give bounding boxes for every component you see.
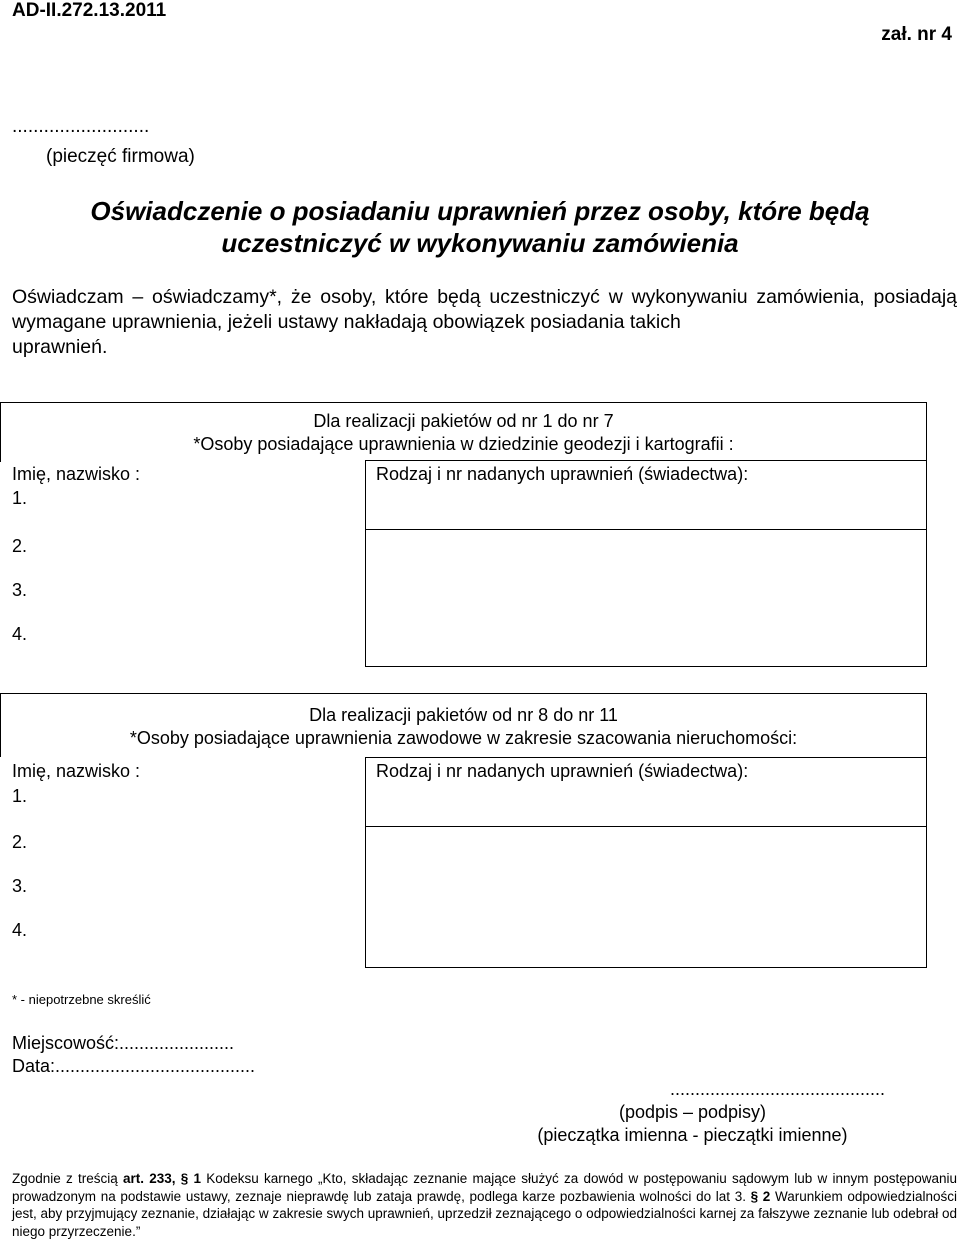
section-1-row-4: 4. <box>12 624 28 644</box>
legal-notice-body: Kodeksu karnego „Kto, składając zeznanie mające służyć za dowód w postępowaniu sądowym lub w innym postępowaniu prowadzonym na podstawie ustawy, zeznaje nieprawdę lub zataja prawdę, podlega karze pozbawienia wolności do lat 3. <box>12 1171 957 1204</box>
section-1 <box>0 402 928 667</box>
attachment-number: zał. nr 4 <box>881 24 952 45</box>
legal-notice-article-number: 233, § 1 <box>149 1171 201 1186</box>
section-2-rights-label: Rodzaj i nr nadanych uprawnień (świadectwa): <box>376 761 749 781</box>
section-2-heading <box>0 693 927 757</box>
section-2-row-1: 1. <box>12 786 28 806</box>
section-1-rights-label: Rodzaj i nr nadanych uprawnień (świadectwa): <box>376 464 749 484</box>
place-date-block <box>12 1032 255 1078</box>
section-2-row-2: 2. <box>12 832 28 852</box>
legal-notice-paragraph-2: § 2 <box>750 1188 771 1204</box>
section-2-name-label: Imię, nazwisko : <box>12 761 141 781</box>
section-1-heading <box>0 402 927 462</box>
document-title <box>0 195 960 259</box>
section-2 <box>0 693 928 968</box>
document-reference: AD-II.272.13.2011 <box>12 0 167 21</box>
section-1-heading-line-2: *Osoby posiadające uprawnienia w dziedzinie geodezji i kartografii : <box>193 434 734 454</box>
stamp-placeholder: .......................... <box>12 116 150 137</box>
declaration-text <box>12 285 957 360</box>
declaration-body: Oświadczam – oświadczamy*, że osoby, które będą uczestniczyć w wykonywaniu zamówienia, posiadają wymagane uprawnienia, jeżeli ustawy nakładają obowiązek posiadania takich <box>12 286 957 333</box>
date-field: Data:........................................ <box>12 1056 256 1076</box>
declaration-end: uprawnień. <box>12 336 108 358</box>
legal-notice-intro: Zgodnie z treścią <box>12 1171 123 1186</box>
section-1-row-1: 1. <box>12 488 28 508</box>
title-line-1: Oświadczenie o posiadaniu uprawnień przez osoby, które będą <box>90 196 870 226</box>
signature-label: (podpis – podpisy) <box>618 1102 767 1122</box>
legal-notice-end: Warunkiem odpowiedzialności jest, aby przyjmujący zeznanie, działając w zakresie swych uprawnień, uprzedził zeznającego o odpowiedzialności karnej za fałszywe zeznanie lub odebrał od niego przyrzeczenie.” <box>12 1188 957 1239</box>
section-2-heading-line-1: Dla realizacji pakietów od nr 8 do nr 11 <box>309 705 618 725</box>
section-2-row-divider <box>365 783 927 827</box>
title-line-2: uczestniczyć w wykonywaniu zamówienia <box>221 228 739 258</box>
signature-line: ........................................... <box>669 1079 885 1099</box>
place-field: Miejscowość:....................... <box>12 1033 235 1053</box>
footnote: * - niepotrzebne skreślić <box>12 992 151 1007</box>
legal-notice <box>12 1170 957 1240</box>
section-2-heading-line-2: *Osoby posiadające uprawnienia zawodowe w zakresie szacowania nieruchomości: <box>129 728 798 748</box>
section-1-name-label: Imię, nazwisko : <box>12 464 141 484</box>
section-1-row-2: 2. <box>12 536 28 556</box>
section-1-heading-line-1: Dla realizacji pakietów od nr 1 do nr 7 <box>313 411 614 431</box>
section-1-row-divider <box>365 486 927 530</box>
stamp-label: (pieczęć firmowa) <box>46 146 195 167</box>
stamp-name-label: (pieczątka imienna - pieczątki imienne) <box>537 1125 848 1145</box>
section-2-row-4: 4. <box>12 920 28 940</box>
signature-block <box>500 1078 885 1147</box>
section-1-row-3: 3. <box>12 580 28 600</box>
legal-notice-art: art. <box>122 1171 150 1186</box>
section-2-row-3: 3. <box>12 876 28 896</box>
